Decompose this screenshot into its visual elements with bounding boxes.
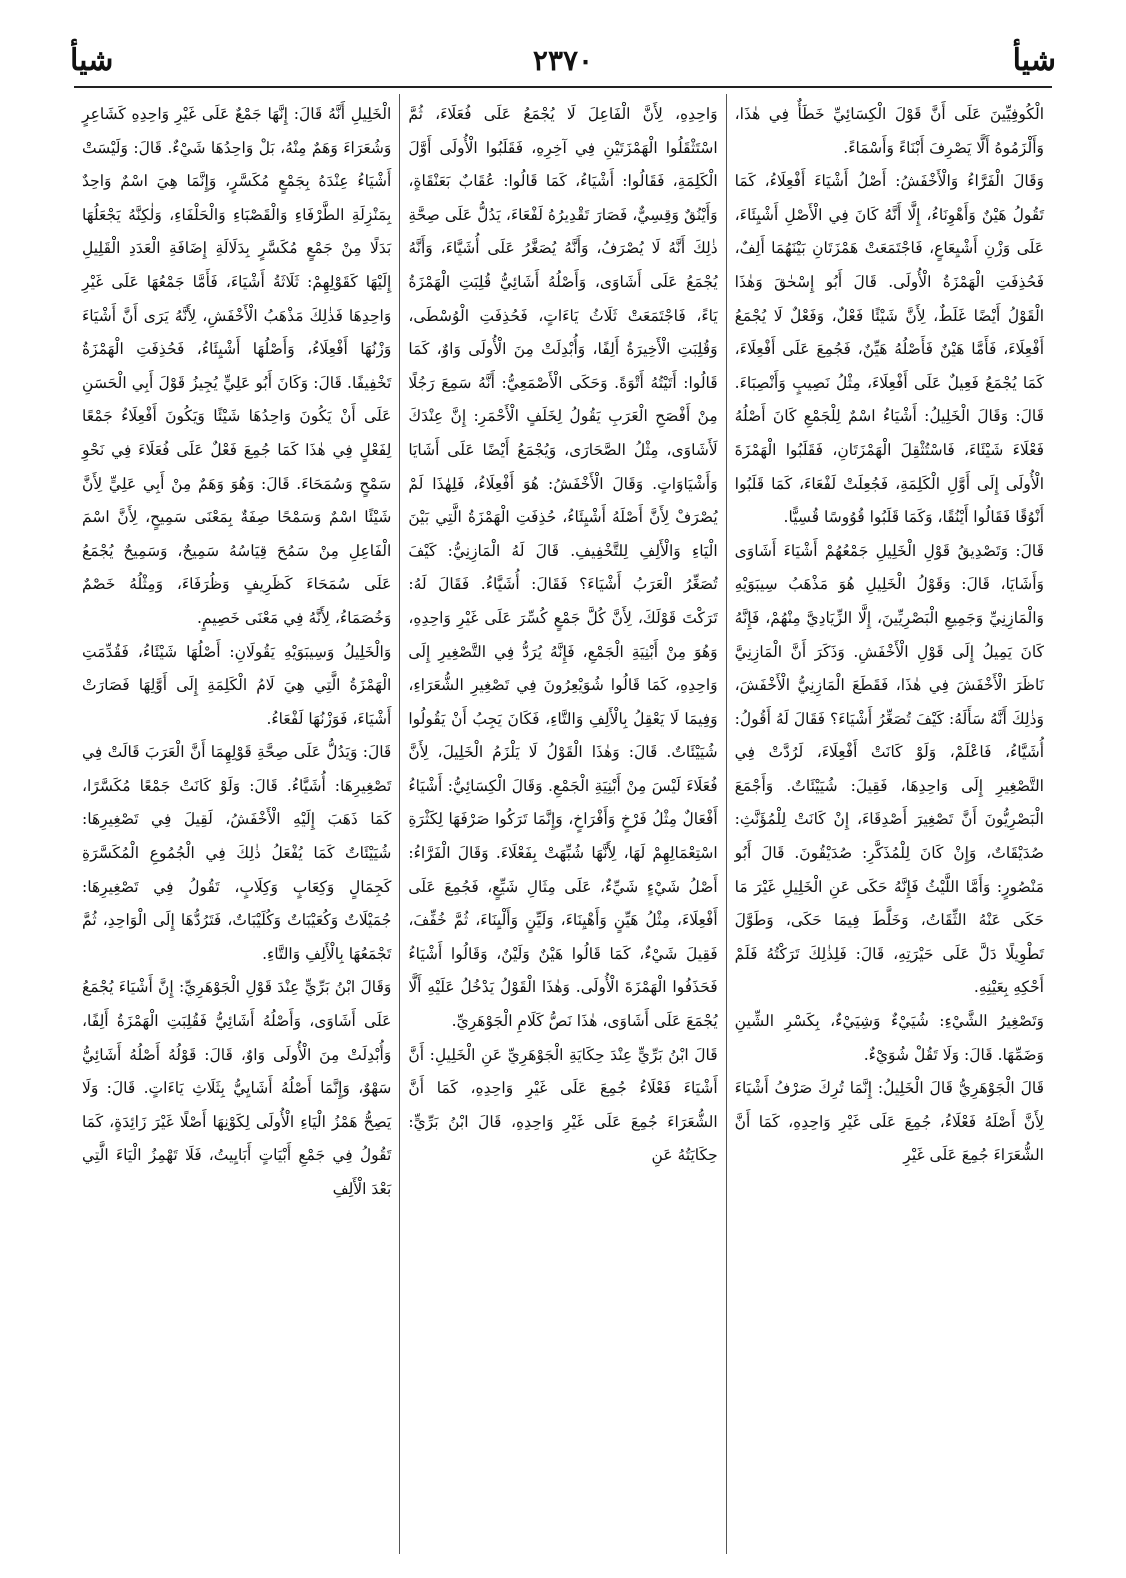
header-rule [74,86,1052,88]
paragraph: وَتَصْغِيرُ الشَّيْءِ: شُيَيْءٌ وَشِيَيْءٌ، بِكَسْرِ الشِّينِ وَضَمِّهَا. قَالَ: وَلَا تَقُلْ شُوَيْءٌ. [734,1012,1044,1064]
column-divider [726,94,727,1554]
page-number: ٢٣٧٠ [532,44,594,77]
text-columns [74,94,1052,1554]
paragraph: وَاحِدِهِ، لِأَنَّ الْفَاعِلَ لَا يُجْمَعُ عَلَى فُعَلَاءَ، ثُمَّ اسْتَثْقَلُوا الْهَمْزَتَيْنِ فِي آخِرِهِ، فَقَلَبُوا الْأُولَى أَوَّلَ الْكَلِمَةِ، فَقَالُوا: أَشْيَاءُ، كَمَا قَالُوا: عُقَابٌ بَعَنْقَاةٍ، وَأَيْنُقٌ وَقِسِيٌّ، فَصَارَ تَقْدِيرُهُ لَفْعَاءَ، يَدُلُّ عَلَى صِحَّةِ ذٰلِكَ أَنَّهُ لَا يُصْرَفُ، وَأَنَّهُ يُصَغَّرُ عَلَى أُشَيَّاءَ، وَأَنَّهُ يُجْمَعُ عَلَى أَشَاوَى، وَأَصْلُهُ أَشَائِيُّ قُلِبَتِ الْهَمْزَةُ يَاءً، فَاجْتَمَعَتْ ثَلَاثُ يَاءَاتٍ، فَحُذِفَتِ الْوُسْطَى، وَقُلِبَتِ الْأَخِيرَةُ أَلِفًا، وَأُبْدِلَتْ مِنَ الْأُولَى وَاوٌ، كَمَا قَالُوا: أَتَيْتُهُ أَتْوَةً. وَحَكَى الْأَصْمَعِيُّ: أَنَّهُ سَمِعَ رَجُلًا مِنْ أَفْصَحِ الْعَرَبِ يَقُولُ لِخَلَفٍ الْأَحْمَرِ: إِنَّ عِنْدَكَ لَأَشَاوَى، مِثْلُ الصَّحَارَى، وَيُجْمَعُ أَيْضًا عَلَى أَشَايَا وَأَشْيَاوَاتٍ. وَقَالَ الْأَخْفَشُ: هُوَ أَفْعِلَاءُ، فَلِهٰذَا لَمْ يُصْرَفْ لِأَنَّ أَصْلَهُ أَشْيِئَاءُ، حُذِفَتِ الْهَمْزَةُ الَّتِي بَيْنَ الْيَاءِ وَالْأَلِفِ لِلتَّخْفِيفِ. قَالَ لَهُ الْمَازِنِيُّ: كَيْفَ تُصَغِّرُ الْعَرَبُ أَشْيَاءَ؟ فَقَالَ: أُشَيَّاءُ. فَقَالَ لَهُ: تَرَكْتَ قَوْلَكَ، لِأَنَّ كُلَّ جَمْعٍ كُسِّرَ عَلَى غَيْرِ وَاحِدِهِ، وَهُوَ مِنْ أَبْنِيَةِ الْجَمْعِ، فَإِنَّهُ يُرَدُّ فِي التَّصْغِيرِ إِلَى وَاحِدِهِ، كَمَا قَالُوا شُوَيْعِرُونَ فِي تَصْغِيرِ الشُّعَرَاءِ، وَفِيمَا لَا يَعْقِلُ بِالْأَلِفِ وَالتَّاءِ، فَكَانَ يَجِبُ أَنْ يَقُولُوا شُيَيْئَاتٌ. قَالَ: وَهٰذَا الْقَوْلُ لَا يَلْزَمُ الْخَلِيلَ، لِأَنَّ فُعَلَاءَ لَيْسَ مِنْ أَبْنِيَةِ الْجَمْعِ. وَقَالَ الْكِسَائِيُّ: أَشْيَاءُ أَفْعَالٌ مِثْلُ فَرْخٍ وَأَفْرَاخٍ، وَإِنَّمَا تَرَكُوا صَرْفَهَا لِكَثْرَةِ اسْتِعْمَالِهِمْ لَهَا، لِأَنَّهَا شُبِّهَتْ بِفَعْلَاءَ. وَقَالَ الْفَرَّاءُ: أَصْلُ شَيْءٍ شَيِّءٌ، عَلَى مِثَالِ شَيِّعٍ، فَجُمِعَ عَلَى أَفْعِلَاءَ، مِثْلُ هَيِّنٍ وَأَهْيِنَاءَ، وَلَيِّنٍ وَأَلْيِنَاءَ، ثُمَّ خُفِّفَ، فَقِيلَ شَيْءٌ، كَمَا قَالُوا هَيْنٌ وَلَيْنٌ، وَقَالُوا أَشْيَاءُ فَحَذَفُوا الْهَمْزَةَ الْأُولَى. وَهٰذَا الْقَوْلُ يَدْخُلُ عَلَيْهِ أَلَّا يُجْمَعَ عَلَى أَشَاوَى، هٰذَا نَصُّ كَلَامِ الْجَوْهَرِيِّ. [408,105,718,1031]
paragraph: وَقَالَ ابْنُ بَرِّيٍّ عِنْدَ قَوْلِ الْجَوْهَرِيِّ: إِنَّ أَشْيَاءَ يُجْمَعُ عَلَى أَشَاوَى، وَأَصْلُهُ أَشَائِيُّ فَقُلِبَتِ الْهَمْزَةُ أَلِفًا، وَأُبْدِلَتْ مِنَ الْأُولَى وَاوٌ، قَالَ: قَوْلُهُ أَصْلُهُ أَشَائِيُّ سَهْوٌ، وَإِنَّمَا أَصْلُهُ أَشَايِيُّ بِثَلَاثِ يَاءَاتٍ. قَالَ: وَلَا يَصِحُّ هَمْزُ الْيَاءِ الْأُولَى لِكَوْنِهَا أَصْلًا غَيْرَ زَائِدَةٍ، كَمَا تَقُولُ فِي جَمْعِ أَبْيَاتٍ أَبَايِيتُ، فَلَا تَهْمِزُ الْيَاءَ الَّتِي بَعْدَ الْأَلِفِ [82,978,392,1198]
paragraph: وَقَالَ الْفَرَّاءُ وَالْأَخْفَشُ: أَصْلُ أَشْيَاءَ أَفْعِلَاءُ، كَمَا تَقُولُ هَيْنٌ وَأَهْوِنَاءُ، إِلَّا أَنَّهُ كَانَ فِي الْأَصْلِ أَشْيِئَاءَ، عَلَى وَزْنِ أَشْيِعَاعٍ، فَاجْتَمَعَتْ هَمْزَتَانِ بَيْنَهُمَا أَلِفٌ، فَحُذِفَتِ الْهَمْزَةُ الْأُولَى. قَالَ أَبُو إِسْحٰقَ وَهٰذَا الْقَوْلُ أَيْضًا غَلَطٌ، لِأَنَّ شَيْئًا فَعْلٌ، وَفَعْلٌ لَا يُجْمَعُ أَفْعِلَاءَ، فَأَمَّا هَيْنٌ فَأَصْلُهُ هَيِّنٌ، فَجُمِعَ عَلَى أَفْعِلَاءَ، كَمَا يُجْمَعُ فَعِيلٌ عَلَى أَفْعِلَاءَ، مِثْلُ نَصِيبٍ وَأَنْصِبَاءَ. قَالَ: وَقَالَ الْخَلِيلُ: أَشْيَاءُ اسْمٌ لِلْجَمْعِ كَانَ أَصْلُهُ فَعْلَاءَ شَيْئَاءَ، فَاسْتُثْقِلَ الْهَمْزَتَانِ، فَقَلَبُوا الْهَمْزَةَ الْأُولَى إِلَى أَوَّلِ الْكَلِمَةِ، فَجُعِلَتْ لَفْعَاءَ، كَمَا قَلَبُوا أَنْوُقًا فَقَالُوا أَيْنُقًا، وَكَمَا قَلَبُوا قُوُوسًا قُسِيًّا. [734,172,1044,527]
paragraph: الْكُوفِيِّينَ عَلَى أَنَّ قَوْلَ الْكِسَائِيِّ خَطَأٌ فِي هٰذَا، وَأَلْزَمُوهُ أَلَّا يَصْرِفَ أَبْنَاءً وَأَسْمَاءً. [734,105,1044,157]
paragraph: وَالْخَلِيلُ وَسِيبَوَيْهِ يَقُولَانِ: أَصْلُهَا شَيْئَاءُ، فَقُدِّمَتِ الْهَمْزَةُ الَّتِي هِيَ لَامُ الْكَلِمَةِ إِلَى أَوَّلِهَا فَصَارَتْ أَشْيَاءَ، فَوَزْنُهَا لَفْعَاءُ. [82,642,392,728]
paragraph: قَالَ الْجَوْهَرِيُّ قَالَ الْخَلِيلُ: إِنَّمَا تُرِكَ صَرْفُ أَشْيَاءَ لِأَنَّ أَصْلَهُ فَعْلَاءُ، جُمِعَ عَلَى غَيْرِ وَاحِدِهِ، كَمَا أَنَّ الشُّعَرَاءَ جُمِعَ عَلَى غَيْرِ [734,1079,1044,1165]
paragraph: قَالَ: وَيَدُلُّ عَلَى صِحَّةِ قَوْلِهِمَا أَنَّ الْعَرَبَ قَالَتْ فِي تَصْغِيرِهَا: أُشَيَّاءُ. قَالَ: وَلَوْ كَانَتْ جَمْعًا مُكَسَّرًا، كَمَا ذَهَبَ إِلَيْهِ الْأَخْفَشُ، لَقِيلَ فِي تَصْغِيرِهَا: شُيَيْئَاتٌ كَمَا يُفْعَلُ ذٰلِكَ فِي الْجُمُوعِ الْمُكَسَّرَةِ كَجِمَالٍ وَكِعَابٍ وَكِلَابٍ، تَقُولُ فِي تَصْغِيرِهَا: جُمَيْلَاتٌ وَكُعَيْبَاتٌ وَكُلَيْبَاتٌ، فَتَرُدُّهَا إِلَى الْوَاحِدِ، ثُمَّ تَجْمَعُهَا بِالْأَلِفِ وَالتَّاءِ. [82,743,392,963]
paragraph: قَالَ ابْنُ بَرِّيٍّ عِنْدَ حِكَايَةِ الْجَوْهَرِيِّ عَنِ الْخَلِيلِ: أَنَّ أَشْيَاءَ فَعْلَاءُ جُمِعَ عَلَى غَيْرِ وَاحِدِهِ، كَمَا أَنَّ الشُّعَرَاءَ جُمِعَ عَلَى غَيْرِ وَاحِدِهِ، قَالَ ابْنُ بَرِّيٍّ: حِكَايَتُهُ عَنِ [408,1045,718,1165]
paragraph: قَالَ: وَتَصْدِيقُ قَوْلِ الْخَلِيلِ جَمْعُهُمْ أَشْيَاءَ أَشَاوَى وَأَشَايَا، قَالَ: وَقَوْلُ الْخَلِيلِ هُوَ مَذْهَبُ سِيبَوَيْهِ وَالْمَازِنِيِّ وَجَمِيعِ الْبَصْرِيِّينَ، إِلَّا الزِّيَادِيَّ مِنْهُمْ، فَإِنَّهُ كَانَ يَمِيلُ إِلَى قَوْلِ الْأَخْفَشِ. وَذَكَرَ أَنَّ الْمَازِنِيَّ نَاظَرَ الْأَخْفَشَ فِي هٰذَا، فَقَطَعَ الْمَازِنِيُّ الْأَخْفَشَ، وَذٰلِكَ أَنَّهُ سَأَلَهُ: كَيْفَ تُصَغِّرُ أَشْيَاءَ؟ فَقَالَ لَهُ أَقُولُ: أُشَيَّاءُ، فَاعْلَمْ، وَلَوْ كَانَتْ أَفْعِلَاءَ، لَرُدَّتْ فِي التَّصْغِيرِ إِلَى وَاحِدِهَا، فَقِيلَ: شُيَيْئَاتٌ. وَأَجْمَعَ الْبَصْرِيُّونَ أَنَّ تَصْغِيرَ أَصْدِقَاءَ، إِنْ كَانَتْ لِلْمُؤَنَّثِ: صُدَيْقَاتٌ، وَإِنْ كَانَ لِلْمُذَكَّرِ: صُدَيْقُونَ. قَالَ أَبُو مَنْصُورٍ: وَأَمَّا اللَّيْثُ فَإِنَّهُ حَكَى عَنِ الْخَلِيلِ غَيْرَ مَا حَكَى عَنْهُ الثِّقَاتُ، وَخَلَّطَ فِيمَا حَكَى، وَطَوَّلَ تَطْوِيلًا دَلَّ عَلَى حَيْرَتِهِ، قَالَ: فَلِذٰلِكَ تَرَكْتُهُ فَلَمْ أَحْكِهِ بِعَيْنِهِ. [734,541,1044,997]
column-middle [400,94,725,1554]
header-entry-word-left: شيأ [70,43,114,78]
paragraph: الْخَلِيلِ أَنَّهُ قَالَ: إِنَّهَا جَمْعٌ عَلَى غَيْرِ وَاحِدِهِ كَشَاعِرٍ وَشُعَرَاءَ وَهَمٌ مِنْهُ، بَلْ وَاحِدُهَا شَيْءٌ. قَالَ: وَلَيْسَتْ أَشْيَاءُ عِنْدَهُ بِجَمْعٍ مُكَسَّرٍ، وَإِنَّمَا هِيَ اسْمٌ وَاحِدٌ بِمَنْزِلَةِ الطَّرْفَاءِ وَالْقَصْبَاءِ وَالْحَلْفَاءِ، وَلٰكِنَّهُ يَجْعَلُهَا بَدَلًا مِنْ جَمْعٍ مُكَسَّرٍ بِدَلَالَةِ إِضَافَةِ الْعَدَدِ الْقَلِيلِ إِلَيْهَا كَقَوْلِهِمْ: ثَلَاثَةُ أَشْيَاءَ، فَأَمَّا جَمْعُهَا عَلَى غَيْرِ وَاحِدِهَا فَذٰلِكَ مَذْهَبُ الْأَخْفَشِ، لِأَنَّهُ يَرَى أَنَّ أَشْيَاءَ وَزْنُهَا أَفْعِلَاءُ، وَأَصْلُهَا أَشْيِئَاءُ، فَحُذِفَتِ الْهَمْزَةُ تَخْفِيفًا. قَالَ: وَكَانَ أَبُو عَلِيٍّ يُجِيزُ قَوْلَ أَبِي الْحَسَنِ عَلَى أَنْ يَكُونَ وَاحِدُهَا شَيْئًا وَيَكُونَ أَفْعِلَاءُ جَمْعًا لِفَعْلٍ فِي هٰذَا كَمَا جُمِعَ فَعْلٌ عَلَى فُعَلَاءَ فِي نَحْوِ سَمْحٍ وَسُمَحَاءَ. قَالَ: وَهُوَ وَهَمٌ مِنْ أَبِي عَلِيٍّ لِأَنَّ شَيْئًا اسْمٌ وَسَمْحًا صِفَةٌ بِمَعْنَى سَمِيحٍ، لِأَنَّ اسْمَ الْفَاعِلِ مِنْ سَمُحَ قِيَاسُهُ سَمِيحٌ، وَسَمِيحٌ يُجْمَعُ عَلَى سُمَحَاءَ كَظَرِيفٍ وَظُرَفَاءَ، وَمِثْلُهُ خَصْمٌ وَخُصَمَاءُ، لِأَنَّهُ فِي مَعْنَى خَصِيمٍ. [82,105,392,627]
column-divider [399,94,400,1554]
column-left [74,94,399,1554]
page-header [70,38,1056,84]
column-right [727,94,1052,1554]
header-entry-word-right: شيأ [1012,43,1056,78]
